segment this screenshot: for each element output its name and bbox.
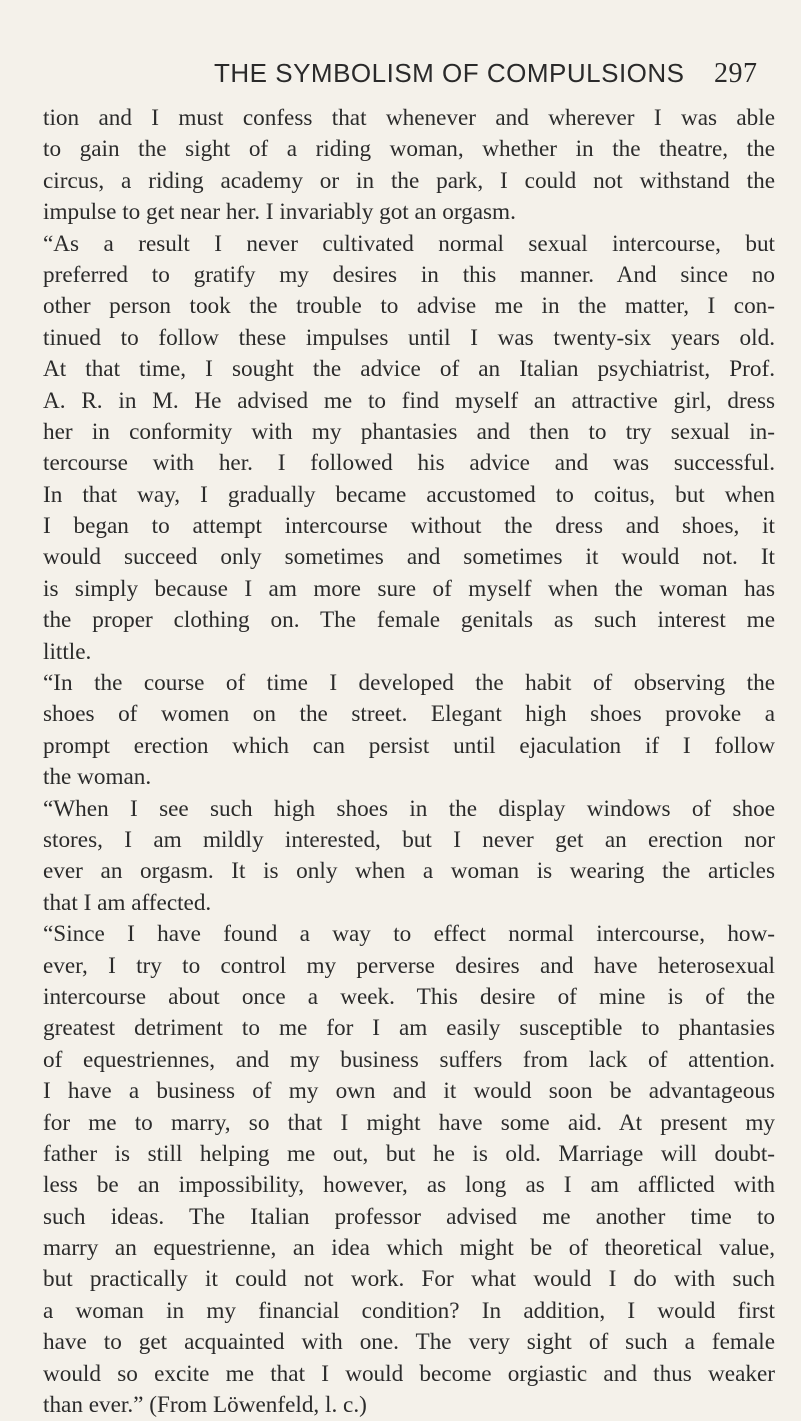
text-line: would succeed only sometimes and sometimes it would not. It bbox=[43, 544, 775, 571]
text-line: have to get acquainted with one. The very sight of such a female bbox=[43, 1329, 775, 1356]
text-line: a woman in my financial condition? In addition, I would first bbox=[43, 1297, 775, 1324]
text-line: such ideas. The Italian professor advised me another time to bbox=[43, 1203, 775, 1230]
text-line: impulse to get near her. I invariably got an orgasm. bbox=[43, 199, 516, 226]
text-line: In that way, I gradually became accustomed to coitus, but when bbox=[43, 481, 775, 508]
text-line: but practically it could not work. For what would I do with such bbox=[43, 1266, 775, 1293]
text-line: would so excite me that I would become orgiastic and thus weaker bbox=[43, 1360, 775, 1387]
text-line: is simply because I am more sure of myself when the woman has bbox=[43, 575, 775, 602]
text-line: marry an equestrienne, an idea which might be of theoretical value, bbox=[43, 1235, 775, 1262]
text-line: ever, I try to control my perverse desires and have heterosexual bbox=[43, 952, 775, 979]
text-line: tion and I must confess that whenever and wherever I was able bbox=[43, 105, 775, 131]
text-line: “Since I have found a way to effect normal intercourse, how- bbox=[43, 921, 775, 948]
text-line: “When I see such high shoes in the display windows of shoe bbox=[43, 795, 775, 822]
text-line: greatest detriment to me for I am easily susceptible to phantasies bbox=[43, 1015, 775, 1042]
text-line: to gain the sight of a riding woman, whether in the theatre, the bbox=[43, 136, 775, 163]
text-line: preferred to gratify my desires in this manner. And since no bbox=[43, 261, 775, 288]
running-header bbox=[214, 58, 774, 89]
text-line: “As a result I never cultivated normal sexual intercourse, but bbox=[43, 230, 775, 257]
text-line: “In the course of time I developed the habit of observing the bbox=[43, 670, 775, 697]
text-line: for me to marry, so that I might have some aid. At present my bbox=[43, 1109, 775, 1136]
text-line: tinued to follow these impulses until I was twenty-six years old. bbox=[43, 324, 775, 351]
body-text bbox=[43, 103, 775, 1421]
text-line: prompt erection which can persist until ejaculation if I follow bbox=[43, 732, 775, 759]
running-title: THE SYMBOLISM OF COMPULSIONS bbox=[214, 58, 685, 88]
text-line: little. bbox=[43, 638, 92, 665]
text-line: intercourse about once a week. This desire of mine is of the bbox=[43, 983, 775, 1010]
text-line: the proper clothing on. The female genitals as such interest me bbox=[43, 607, 775, 634]
text-line: I have a business of my own and it would soon be advantageous bbox=[43, 1078, 775, 1105]
text-line: stores, I am mildly interested, but I never get an erection nor bbox=[43, 826, 775, 853]
text-line: that I am affected. bbox=[43, 889, 212, 916]
text-line: At that time, I sought the advice of an Italian psychiatrist, Prof. bbox=[43, 356, 775, 383]
text-line: I began to attempt intercourse without the dress and shoes, it bbox=[43, 513, 775, 540]
text-line: father is still helping me out, but he is old. Marriage will doubt- bbox=[43, 1140, 775, 1167]
text-line: tercourse with her. I followed his advice and was successful. bbox=[43, 450, 775, 477]
text-line: other person took the trouble to advise me in the matter, I con- bbox=[43, 293, 775, 320]
text-line: the woman. bbox=[43, 764, 152, 791]
page-number: 297 bbox=[714, 58, 758, 89]
text-line: less be an impossibility, however, as long as I am afflicted with bbox=[43, 1172, 775, 1199]
text-line: of equestriennes, and my business suffers from lack of attention. bbox=[43, 1046, 775, 1073]
text-line: A. R. in M. He advised me to find myself an attractive girl, dress bbox=[43, 387, 775, 414]
text-line: shoes of women on the street. Elegant high shoes provoke a bbox=[43, 701, 775, 728]
text-line: than ever.” (From Löwenfeld, l. c.) bbox=[43, 1392, 367, 1419]
text-line: circus, a riding academy or in the park, I could not withstand the bbox=[43, 167, 775, 194]
text-line: ever an orgasm. It is only when a woman is wearing the articles bbox=[43, 858, 775, 885]
text-line: her in conformity with my phantasies and then to try sexual in- bbox=[43, 418, 775, 445]
